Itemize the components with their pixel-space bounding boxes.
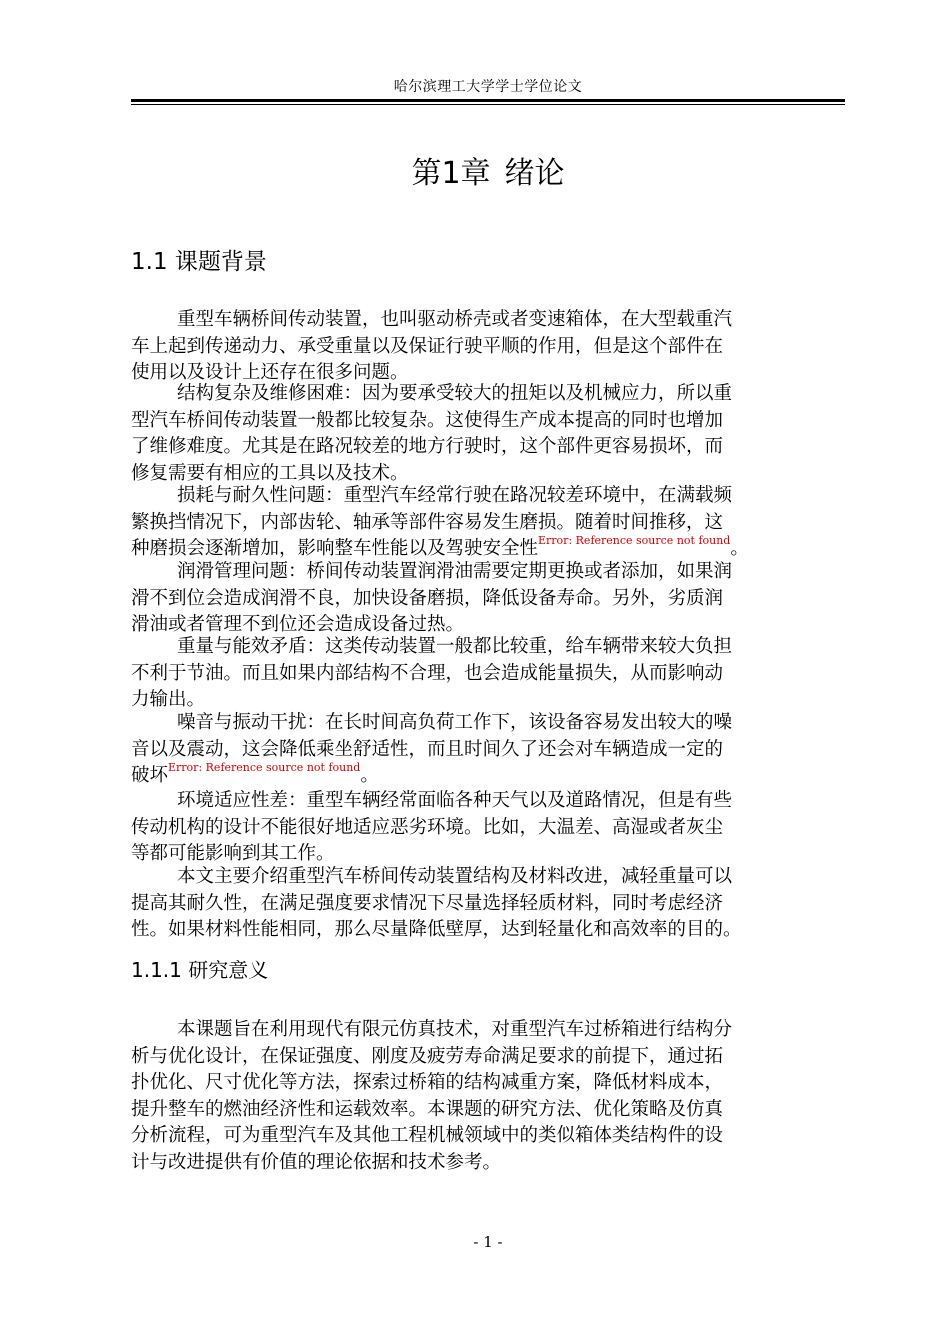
text-line: 性。如果材料性能相同，那么尽量降低壁厚，达到轻量化和高效率的目的。: [131, 919, 742, 940]
text-line: 分析流程，可为重型汽车及其他工程机械领域中的类似箱体类结构件的设: [131, 1125, 724, 1146]
paragraph: [131, 710, 845, 790]
text-line: 扑优化、尺寸优化等方法，探索过桥箱的结构减重方案，降低材料成本，: [131, 1072, 724, 1093]
chapter-title: [131, 152, 845, 196]
end-mark: 。: [360, 765, 379, 786]
header-rule-thick: [131, 99, 845, 102]
text-line: 重量与能效矛盾：这类传动装置一般都比较重，给车辆带来较大负担: [177, 636, 733, 657]
text-line: 提升整车的燃油经济性和运载效率。本课题的研究方法、优化策略及仿真: [131, 1098, 724, 1120]
text-line: 计与改进提供有价值的理论依据和技术参考。: [131, 1151, 502, 1173]
text-line: 繁换挡情况下，内部齿轮、轴承等部件容易发生磨损。随着时间推移，这: [131, 511, 724, 533]
paragraph: [131, 483, 845, 563]
error-reference: Error: Reference source not found: [538, 534, 731, 547]
text-line: 车上起到传递动力、承受重量以及保证行驶平顺的作用，但是这个部件在: [131, 335, 724, 357]
text-line: 重型车辆桥间传动装置，也叫驱动桥壳或者变速箱体，在大型载重汽: [177, 309, 733, 330]
text-line: 力输出。: [131, 689, 206, 710]
text-run: 种磨损会逐渐增加，影响整车性能以及驾驶安全性: [131, 538, 539, 559]
paragraph: [131, 788, 845, 868]
text-line: 滑不到位会造成润滑不良，加快设备磨损，降低设备寿命。另外，劣质润: [131, 587, 724, 609]
paragraph: [131, 864, 845, 944]
end-mark: 。: [730, 538, 749, 559]
text-line: 损耗与耐久性问题：重型汽车经常行驶在路况较差环境中，在满载频: [177, 485, 733, 506]
text-line: [131, 763, 845, 790]
text-line: 环境适应性差：重型车辆经常面临各种天气以及道路情况，但是有些: [177, 790, 733, 811]
paragraph: [131, 307, 845, 387]
text-line: 使用以及设计上还存在很多问题。: [131, 362, 409, 383]
text-line: 润滑管理问题：桥间传动装置润滑油需要定期更换或者添加，如果润: [177, 561, 733, 582]
text-line: 了维修难度。尤其是在路况较差的地方行驶时，这个部件更容易损坏，而: [131, 436, 724, 457]
text-line: 结构复杂及维修困难：因为要承受较大的扭矩以及机械应力，所以重: [177, 383, 733, 404]
text-line: 本课题旨在利用现代有限元仿真技术，对重型汽车过桥箱进行结构分: [177, 1019, 733, 1040]
text-line: 型汽车桥间传动装置一般都比较复杂。这使得生产成本提高的同时也增加: [131, 409, 724, 431]
text-line: 修复需要有相应的工具以及技术。: [131, 462, 409, 484]
subsection-heading: 1.1.1 研究意义: [131, 958, 269, 982]
text-line: 滑油或者管理不到位还会造成设备过热。: [131, 614, 465, 635]
paragraph: [131, 381, 845, 487]
text-line: 提高其耐久性，在满足强度要求情况下尽量选择轻质材料，同时考虑经济: [131, 892, 724, 914]
section-heading: 1.1 课题背景: [131, 249, 267, 275]
chapter-name: 绪论: [504, 156, 565, 191]
error-reference: Error: Reference source not found: [168, 761, 361, 774]
text-line: 本文主要介绍重型汽车桥间传动装置结构及材料改进，减轻重量可以: [177, 866, 733, 887]
paragraph: [131, 634, 845, 714]
paragraph: [131, 559, 845, 639]
page-number: - 1 -: [473, 1233, 503, 1251]
running-header: 哈尔滨理工大学学士学位论文: [393, 79, 583, 95]
text-line: 传动机构的设计不能很好地适应恶劣环境。比如，大温差、高湿或者灰尘: [131, 816, 724, 838]
text-line: 噪音与振动干扰：在长时间高负荷工作下，该设备容易发出较大的噪: [177, 712, 733, 733]
text-run: 破坏: [131, 765, 169, 786]
text-line: 不利于节油。而且如果内部结构不合理，也会造成能量损失，从而影响动: [131, 662, 724, 684]
text-line: 析与优化设计，在保证强度、刚度及疲劳寿命满足要求的前提下，通过拓: [131, 1045, 724, 1067]
paragraph: [131, 1017, 845, 1176]
chapter-number: 第1章: [411, 156, 491, 191]
text-line: 音以及震动，这会降低乘坐舒适性，而且时间久了还会对车辆造成一定的: [131, 738, 724, 760]
header-rule-thin: [131, 104, 845, 105]
text-line: 等都可能影响到其工作。: [131, 843, 335, 864]
